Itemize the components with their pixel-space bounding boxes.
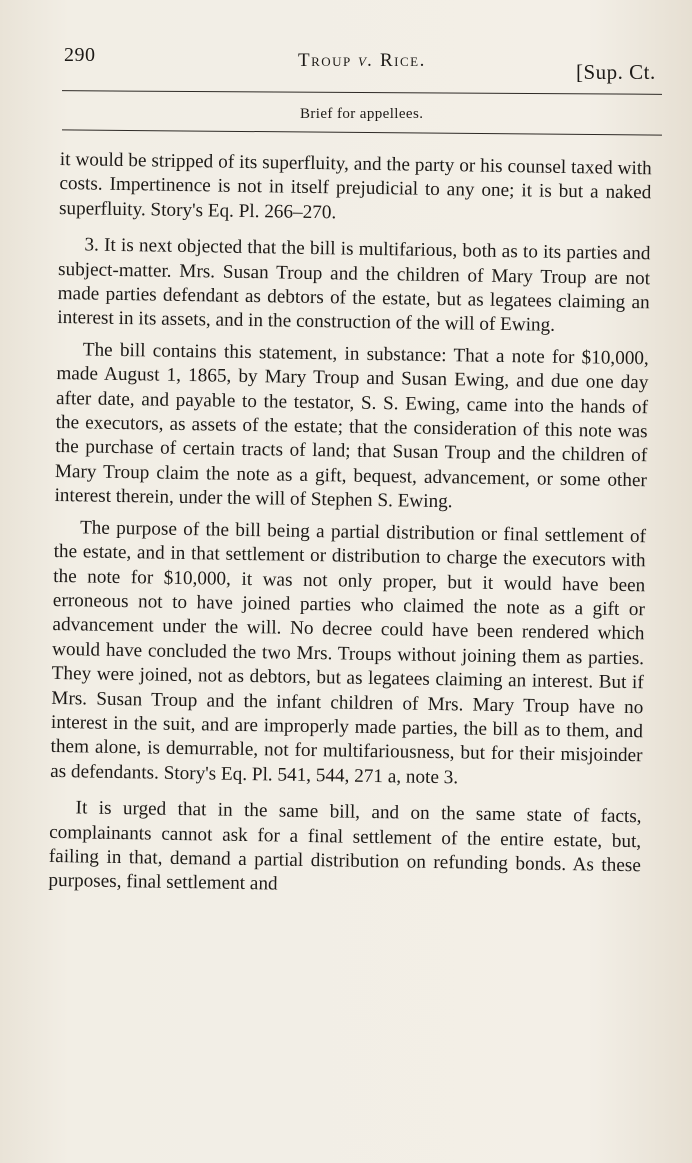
- header-rule-top: [62, 90, 662, 95]
- court-label: [Sup. Ct.: [576, 60, 656, 84]
- case-title-versus: v.: [358, 50, 374, 71]
- paragraph-purpose-of-bill: The purpose of the bill being a partial distribution or final settlement of the estate, and in that settlement or distribution to charge the executors with the note for $10,000, it was not only proper, but it would have been erroneous not to have joined parties who claimed the note as a gift or advancement under the will. No decree could have been rendered which would have concluded the two Mrs. Troups without joining them as parties. They were joined, not as debtors, but as legatees claiming an interest. But if Mrs. Susan Troup and the infant children of Mrs. Mary Troup have no interest in the suit, and are improperly made parties, the bill as to them, and them alone, is demurrable, not for multifariousness, but for their misjoinder as defendants. Story's Eq. Pl. 541, 544, 271 a, note 3.: [50, 517, 647, 789]
- case-title-appellee: Rice.: [380, 50, 426, 71]
- body-text: [48, 148, 652, 903]
- paragraph-continuation: it would be stripped of its superfluity, and the party or his counsel taxed with costs. Impertinence is not in itself prejudicial to any one; it is but a naked superfluity. Story's Eq. Pl. 266–270.: [58, 148, 652, 224]
- paragraph-bill-statement: The bill contains this statement, in substance: That a note for $10,000, made August 1, 1865, by Mary Troup and Susan Ewing, and due one day after date, and payable to the testator, S. S. Ewing, came into the hands of the executors, as assets of the estate; that the consideration of this note was the purchase of certain tracts of land; that Susan Troup and the children of Mary Troup claim the note as a gift, bequest, advancement, or some other interest therein, under the will of Stephen S. Ewing.: [54, 339, 649, 513]
- header-rule-bottom: [62, 129, 662, 135]
- paragraph-final-settlement: It is urged that in the same bill, and on the same state of facts, complainants cannot ask for a final settlement of the entire estate, but, failing in that, demand a partial distribution on refunding bonds. As these purposes, final settlement and: [48, 797, 642, 895]
- case-title-appellant: Troup: [298, 50, 352, 71]
- paragraph-multifarious-objection: 3. It is next objected that the bill is multifarious, both as to its parties and subject-matter. Mrs. Susan Troup and the children of Mary Troup are not made parties defendant as debtors of the estate, but as legatees claiming an interest in its assets, and in the construction of the will of Ewing.: [57, 234, 651, 337]
- running-head: [0, 44, 692, 84]
- subheading: Brief for appellees.: [300, 106, 424, 122]
- page-number: 290: [64, 44, 96, 66]
- case-title: [298, 50, 426, 72]
